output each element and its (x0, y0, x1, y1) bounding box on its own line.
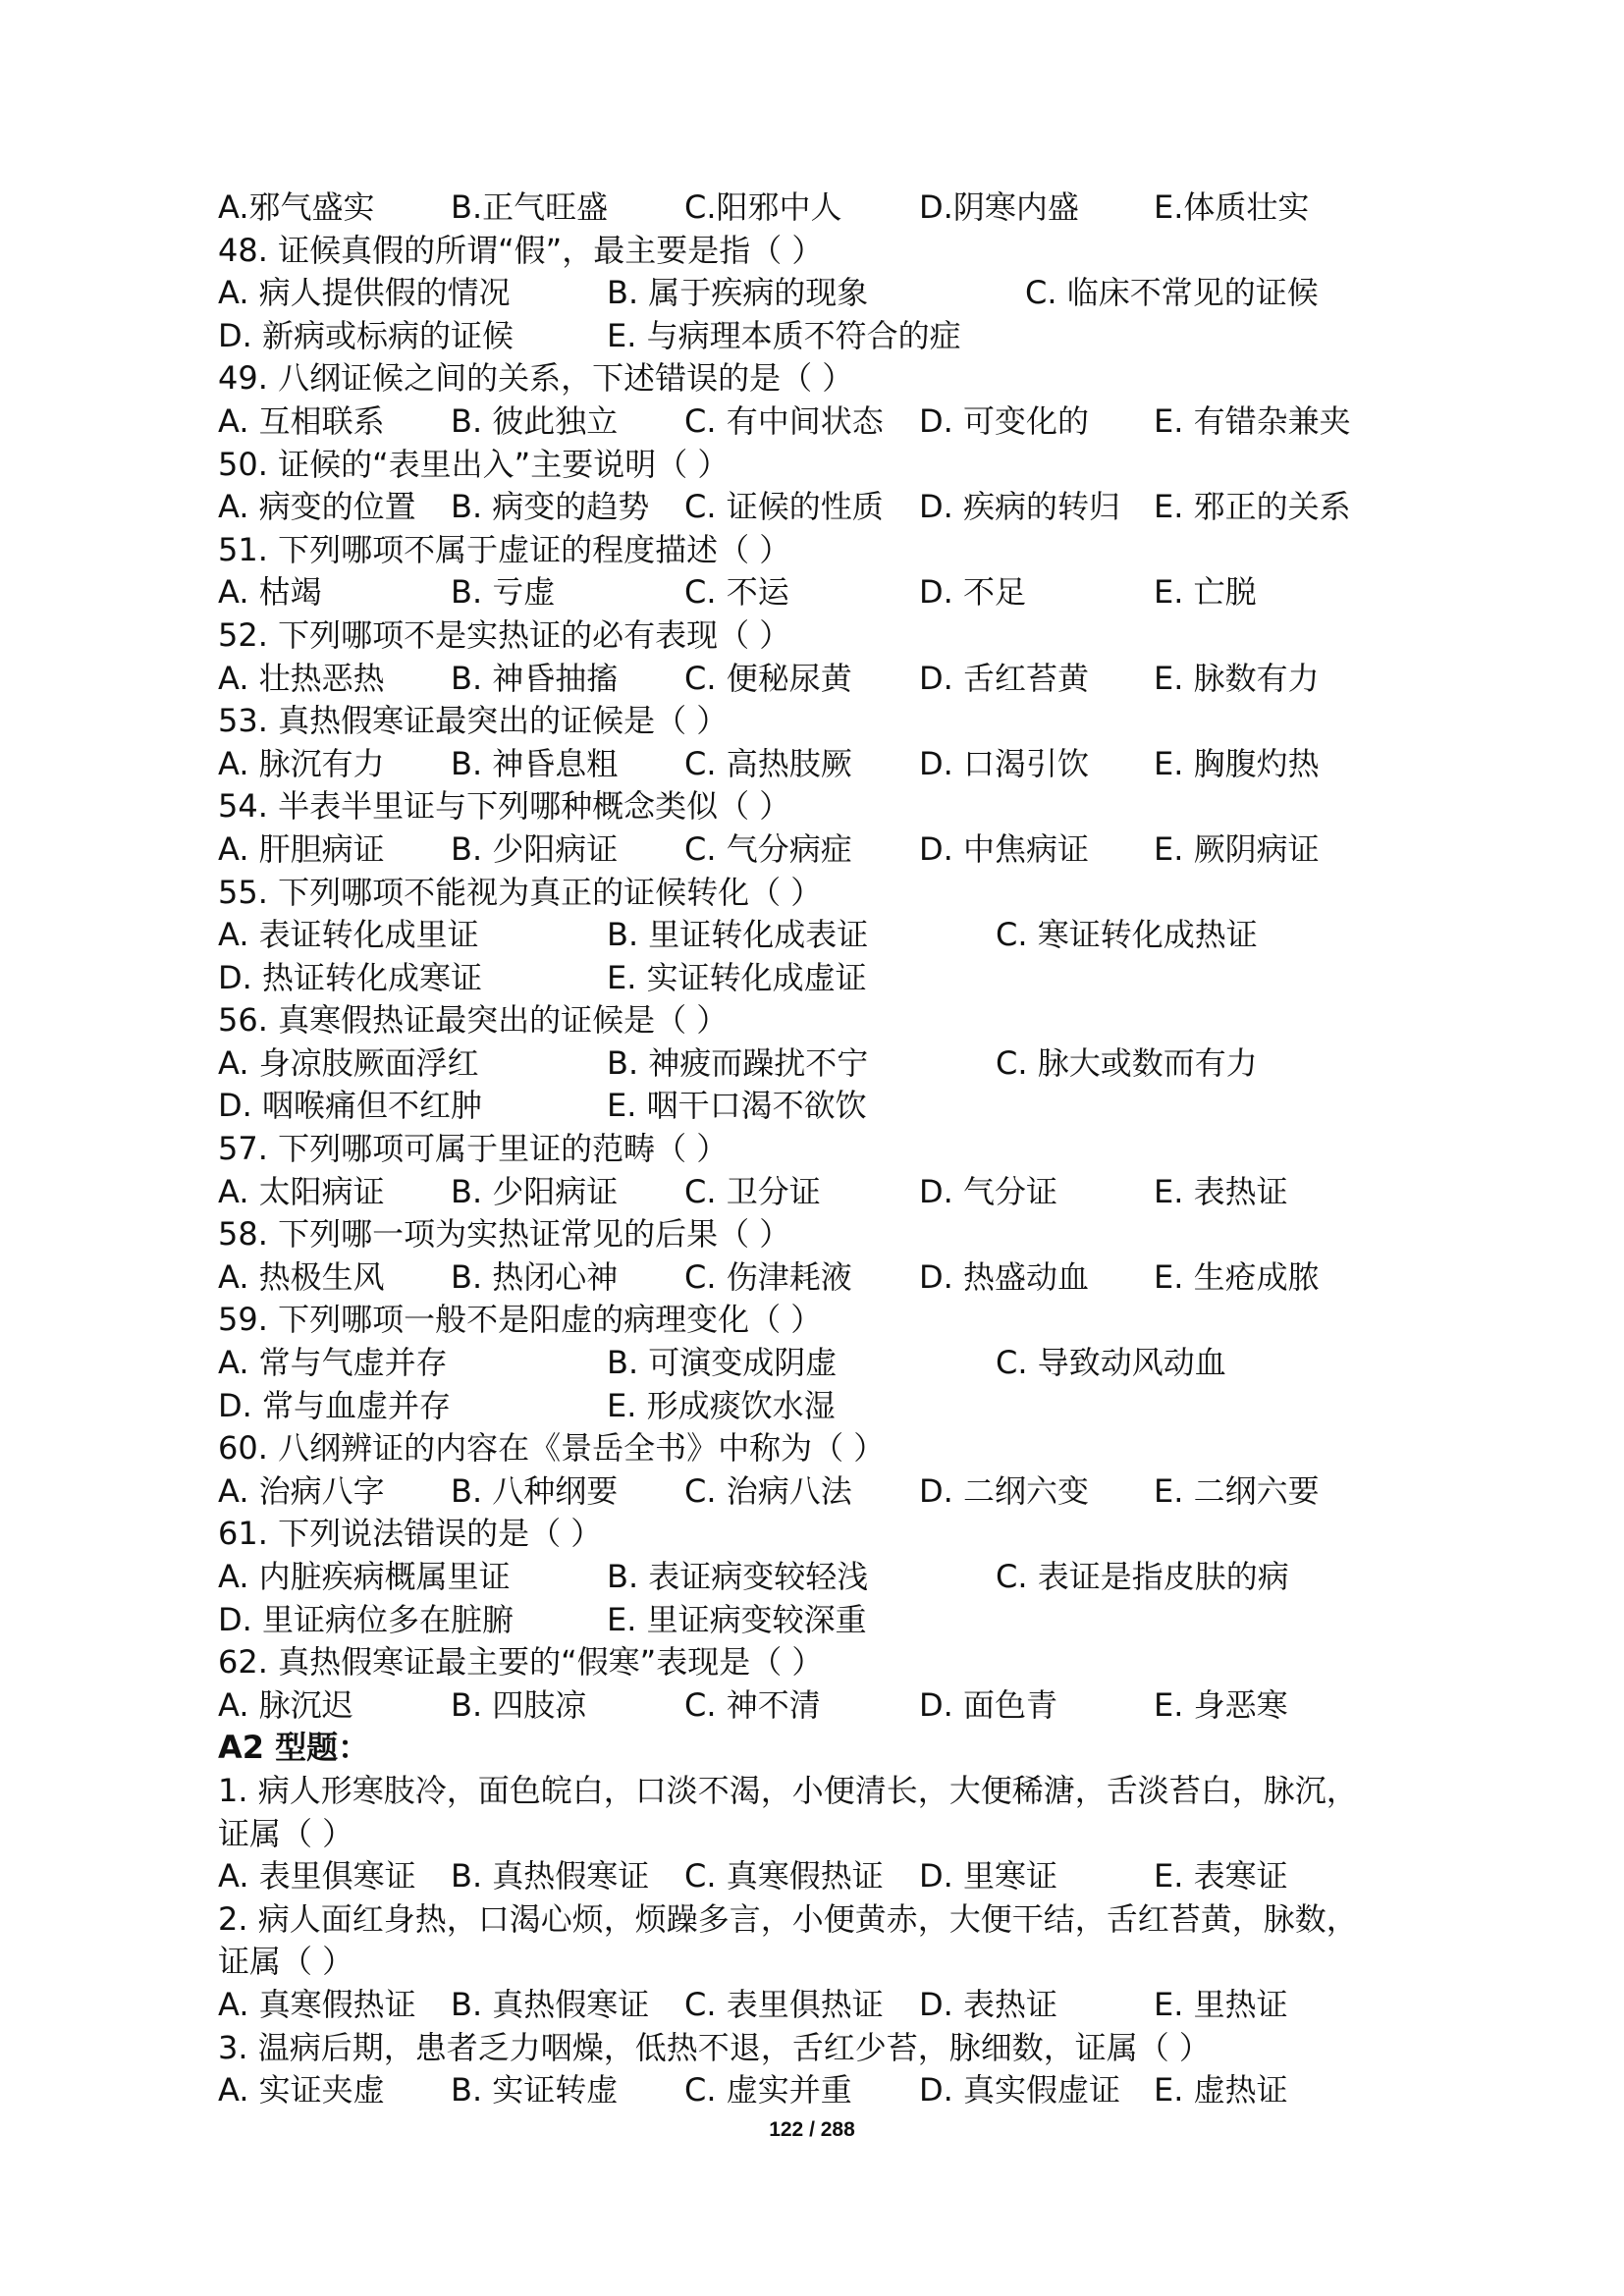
answer-option: D. 里证病位多在脏腑 (218, 1600, 514, 1638)
answer-option: C. 真寒假热证 (684, 1857, 884, 1896)
options-row (218, 272, 1416, 315)
answer-option: B. 少阳病证 (451, 829, 619, 868)
answer-option: C. 治病八法 (684, 1471, 852, 1510)
answer-option: B. 神疲而躁扰不宁 (607, 1043, 869, 1082)
options-row (218, 1385, 1416, 1428)
answer-option: D. 气分证 (919, 1172, 1057, 1210)
question-text: 57. 下列哪项可属于里证的范畴（ ） (218, 1130, 729, 1168)
answer-option: B. 表证病变较轻浅 (607, 1558, 869, 1595)
answer-option: E. 有错杂兼夹 (1154, 401, 1351, 440)
question-text: 51. 下列哪项不属于虚证的程度描述（ ） (218, 530, 791, 568)
answer-option: E. 身恶寒 (1154, 1685, 1288, 1724)
question-list (218, 187, 1416, 2112)
question-text: 60. 八纲辨证的内容在《景岳全书》中称为（ ） (218, 1429, 886, 1468)
answer-option: C. 寒证转化成热证 (996, 916, 1258, 954)
answer-option: C. 气分病症 (684, 829, 852, 868)
question-text: 53. 真热假寒证最突出的证候是（ ） (218, 702, 729, 740)
question-text: 1. 病人形寒肢冷，面色皖白，口淡不渴，小便清长，大便稀溏，舌淡苔白，脉沉， (218, 1771, 1358, 1809)
options-row (218, 315, 1416, 358)
answer-option: B. 少阳病证 (451, 1172, 619, 1210)
answer-option: D. 舌红苔黄 (919, 659, 1089, 697)
answer-option: C. 不运 (684, 573, 789, 612)
answer-option: E. 与病理本质不符合的症 (607, 316, 961, 354)
question-text: 证属（ ） (218, 1943, 354, 1981)
answer-option: C. 脉大或数而有力 (996, 1043, 1258, 1082)
answer-option: C. 有中间状态 (684, 401, 884, 440)
page-number: 122 / 288 (769, 2118, 855, 2141)
options-row (218, 1599, 1416, 1642)
options-row (218, 1855, 1416, 1898)
question-text: 59. 下列哪项一般不是阳虚的病理变化（ ） (218, 1301, 823, 1339)
question-text: 49. 八纲证候之间的关系，下述错误的是（ ） (218, 359, 854, 398)
answer-option: A. 常与气虚并存 (218, 1344, 448, 1382)
answer-option: A. 病变的位置 (218, 488, 416, 526)
answer-option: A. 内脏疾病概属里证 (218, 1558, 511, 1595)
answer-option: A. 表证转化成里证 (218, 916, 479, 954)
answer-option: C. 神不清 (684, 1685, 821, 1724)
answer-option: C. 临床不常见的证候 (1025, 274, 1319, 312)
answer-option: D. 里寒证 (919, 1857, 1057, 1896)
options-row (218, 571, 1416, 614)
answer-option: D. 常与血虚并存 (218, 1386, 451, 1424)
answer-option: C. 导致动风动血 (996, 1344, 1226, 1382)
question-text: 62. 真热假寒证最主要的“假寒”表现是（ ） (218, 1643, 824, 1682)
options-row (218, 1556, 1416, 1599)
question-text: 55. 下列哪项不能视为真正的证候转化（ ） (218, 873, 823, 911)
answer-option: E. 亡脱 (1154, 573, 1257, 612)
answer-option: A. 表里俱寒证 (218, 1857, 416, 1896)
answer-option: D. 表热证 (919, 1985, 1057, 2023)
answer-option: B.正气旺盛 (451, 188, 609, 226)
answer-option: B. 八种纲要 (451, 1471, 619, 1510)
answer-option: A.邪气盛实 (218, 188, 375, 226)
answer-option: A. 脉沉迟 (218, 1685, 353, 1724)
answer-option: E. 里证病变较深重 (607, 1600, 867, 1638)
answer-option: D. 中焦病证 (919, 829, 1089, 868)
options-row (218, 914, 1416, 957)
section-heading: A2 型题： (218, 1729, 370, 1767)
answer-option: E. 虚热证 (1154, 2071, 1288, 2109)
options-row (218, 400, 1416, 444)
answer-option: B. 实证转虚 (451, 2071, 619, 2109)
question-text: 56. 真寒假热证最突出的证候是（ ） (218, 1001, 729, 1040)
answer-option: B. 属于疾病的现象 (607, 274, 869, 312)
answer-option: E. 胸腹灼热 (1154, 744, 1320, 782)
options-row (218, 1042, 1416, 1086)
answer-option: D. 新病或标病的证候 (218, 316, 514, 354)
answer-option: A. 壮热恶热 (218, 659, 385, 697)
options-row (218, 1684, 1416, 1728)
answer-option: B. 里证转化成表证 (607, 916, 869, 954)
question-text: 54. 半表半里证与下列哪种概念类似（ ） (218, 787, 791, 826)
options-row (218, 2069, 1416, 2112)
answer-option: B. 亏虚 (451, 573, 556, 612)
answer-option: A. 枯竭 (218, 573, 322, 612)
answer-option: E. 咽干口渴不欲饮 (607, 1087, 867, 1125)
answer-option: B. 病变的趋势 (451, 488, 650, 526)
answer-option: D. 不足 (919, 573, 1026, 612)
answer-option: B. 热闭心神 (451, 1257, 619, 1296)
answer-option: D. 可变化的 (919, 401, 1089, 440)
answer-option: A. 太阳病证 (218, 1172, 385, 1210)
options-row (218, 828, 1416, 872)
answer-option: D.阴寒内盛 (919, 188, 1079, 226)
answer-option: D. 真实假虚证 (919, 2071, 1120, 2109)
answer-option: C. 表里俱热证 (684, 1985, 884, 2023)
answer-option: E. 里热证 (1154, 1985, 1288, 2023)
options-row (218, 1256, 1416, 1300)
answer-option: A. 真寒假热证 (218, 1985, 416, 2023)
answer-option: E. 形成痰饮水湿 (607, 1386, 836, 1424)
question-text: 58. 下列哪一项为实热证常见的后果（ ） (218, 1215, 791, 1254)
answer-option: B. 神昏抽搐 (451, 659, 619, 697)
question-text: 证属（ ） (218, 1814, 354, 1852)
answer-option: C. 便秘尿黄 (684, 659, 852, 697)
answer-option: C. 表证是指皮肤的病 (996, 1558, 1289, 1595)
answer-option: E. 厥阴病证 (1154, 829, 1320, 868)
answer-option: A. 实证夹虚 (218, 2071, 385, 2109)
question-text: 48. 证候真假的所谓“假”，最主要是指（ ） (218, 231, 824, 269)
options-row (218, 1342, 1416, 1385)
answer-option: C. 伤津耗液 (684, 1257, 852, 1296)
options-row (218, 957, 1416, 1000)
options-row (218, 658, 1416, 701)
answer-option: E.体质壮实 (1154, 188, 1310, 226)
answer-option: B. 四肢凉 (451, 1685, 587, 1724)
question-text: 2. 病人面红身热，口渴心烦，烦躁多言，小便黄赤，大便干结，舌红苔黄，脉数， (218, 1899, 1358, 1938)
options-row (218, 486, 1416, 529)
answer-option: C. 证候的性质 (684, 488, 884, 526)
answer-option: D. 面色青 (919, 1685, 1057, 1724)
options-row (218, 1171, 1416, 1214)
answer-option: D. 疾病的转归 (919, 488, 1120, 526)
question-text: 61. 下列说法错误的是（ ） (218, 1515, 603, 1553)
answer-option: A. 互相联系 (218, 401, 385, 440)
answer-option: B. 神昏息粗 (451, 744, 619, 782)
answer-option: D. 热盛动血 (919, 1257, 1089, 1296)
answer-option: C. 虚实并重 (684, 2071, 852, 2109)
answer-option: E. 表寒证 (1154, 1857, 1288, 1896)
answer-option: E. 生疮成脓 (1154, 1257, 1320, 1296)
answer-option: B. 真热假寒证 (451, 1985, 650, 2023)
question-text: 52. 下列哪项不是实热证的必有表现（ ） (218, 615, 791, 654)
answer-option: E. 脉数有力 (1154, 659, 1320, 697)
answer-option: E. 实证转化成虚证 (607, 958, 867, 996)
options-row (218, 1984, 1416, 2027)
question-text: 50. 证候的“表里出入”主要说明（ ） (218, 445, 730, 483)
answer-option: A. 热极生风 (218, 1257, 385, 1296)
answer-option: C. 卫分证 (684, 1172, 821, 1210)
answer-option: B. 真热假寒证 (451, 1857, 650, 1896)
answer-option: A. 脉沉有力 (218, 744, 385, 782)
answer-option: A. 病人提供假的情况 (218, 274, 511, 312)
answer-option: A. 治病八字 (218, 1471, 385, 1510)
answer-option: E. 二纲六要 (1154, 1471, 1320, 1510)
question-text: 3. 温病后期，患者乏力咽燥，低热不退，舌红少苔，脉细数，证属（ ） (218, 2028, 1211, 2066)
answer-option: C. 高热肢厥 (684, 744, 852, 782)
options-row (218, 187, 1416, 230)
answer-option: B. 彼此独立 (451, 401, 619, 440)
answer-option: A. 身凉肢厥面浮红 (218, 1043, 479, 1082)
answer-option: B. 可演变成阴虚 (607, 1344, 838, 1382)
answer-option: D. 二纲六变 (919, 1471, 1089, 1510)
answer-option: E. 表热证 (1154, 1172, 1288, 1210)
answer-option: D. 热证转化成寒证 (218, 958, 482, 996)
answer-option: C.阳邪中人 (684, 188, 842, 226)
options-row (218, 1470, 1416, 1514)
answer-option: D. 咽喉痛但不红肿 (218, 1087, 482, 1125)
answer-option: E. 邪正的关系 (1154, 488, 1351, 526)
options-row (218, 1085, 1416, 1128)
answer-option: A. 肝胆病证 (218, 829, 385, 868)
options-row (218, 743, 1416, 786)
answer-option: D. 口渴引饮 (919, 744, 1089, 782)
